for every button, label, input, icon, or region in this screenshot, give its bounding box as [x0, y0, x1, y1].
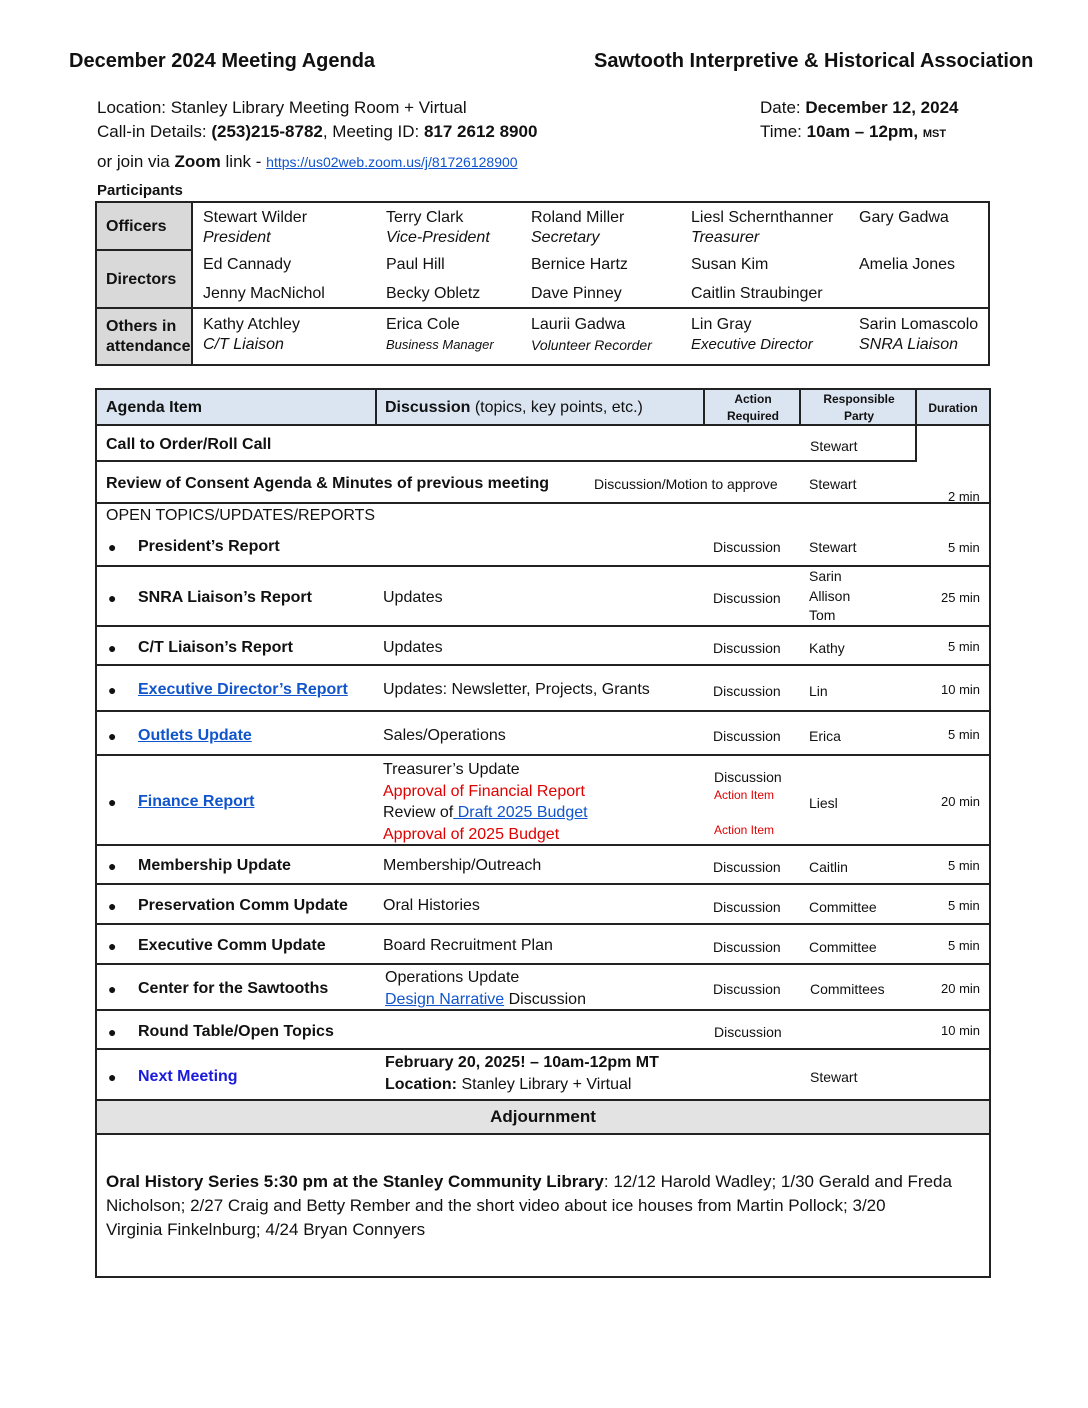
col-discussion: Discussion (topics, key points, etc.) — [377, 390, 705, 426]
outlets-update-link[interactable]: Outlets Update — [138, 727, 252, 744]
finance-discussion: Treasurer’s Update Approval of Financial Report Review of Draft 2025 Budget Approval of 2025 Budget — [383, 761, 588, 843]
discussion-cell: Membership/Outreach — [383, 857, 542, 874]
bullet: ● — [108, 858, 117, 874]
design-narrative-link[interactable]: Design Narrative — [385, 991, 505, 1008]
officer-member: Gary Gadwa — [859, 209, 949, 226]
bullet: ● — [108, 938, 117, 954]
executive-director-report-link[interactable]: Executive Director’s Report — [138, 681, 348, 698]
page-title: December 2024 Meeting Agenda — [69, 50, 376, 72]
director: Caitlin Straubinger — [691, 285, 823, 302]
zoom-link[interactable]: https://us02web.zoom.us/j/81726128900 — [266, 154, 518, 170]
callin-phone: (253)215-8782 — [211, 122, 323, 141]
director: Susan Kim — [691, 256, 769, 273]
date-value: December 12, 2024 — [805, 98, 959, 117]
date-line: Date: December 12, 2024 — [760, 98, 959, 117]
consent-duration: 2 min — [948, 489, 980, 504]
duration-cell: 20 min — [941, 794, 981, 809]
action-cell: Discussion — [713, 981, 781, 997]
bullet: ● — [108, 1069, 117, 1085]
action-cell: Discussion — [713, 899, 781, 915]
bullet: ● — [108, 794, 117, 810]
directors-label: Directors — [97, 251, 193, 309]
item-preservation-comm-update: Preservation Comm Update — [138, 897, 348, 914]
director: Ed Cannady — [203, 256, 292, 273]
item-membership-update: Membership Update — [138, 857, 291, 874]
action-cell: Discussion — [713, 640, 781, 656]
bullet: ● — [108, 728, 117, 744]
item-center-for-the-sawtooths: Center for the Sawtooths — [138, 980, 329, 997]
attendee: Lin Gray Executive Director — [691, 316, 813, 353]
col-party: Responsible Party — [801, 390, 917, 426]
zoom-line: or join via Zoom link - https://us02web.zoom.us/j/81726128900 — [97, 152, 518, 171]
discussion-cell: Oral Histories — [383, 897, 480, 914]
item-executive-comm-update: Executive Comm Update — [138, 937, 326, 954]
finance-report-link[interactable]: Finance Report — [138, 793, 255, 810]
discussion-cell: Board Recruitment Plan — [383, 937, 553, 954]
time-value: 10am – 12pm, — [806, 122, 919, 141]
duration-cell: 5 min — [948, 540, 980, 555]
officer-vice-president: Terry Clark Vice-President — [386, 209, 490, 246]
bullet: ● — [108, 640, 117, 656]
location-line: Location: Stanley Library Meeting Room + Virtual — [97, 98, 467, 117]
officers-label: Officers — [97, 203, 193, 251]
consent-action: Discussion/Motion to approve — [594, 476, 778, 492]
col-action: Action Required — [705, 390, 801, 426]
duration-cell: 25 min — [941, 590, 981, 605]
duration-cell: 5 min — [948, 858, 980, 873]
callin-line: Call-in Details: (253)215-8782, Meeting ID: 817 2612 8900 — [97, 122, 538, 141]
bullet: ● — [108, 539, 117, 555]
adjournment: Adjournment — [97, 1101, 989, 1133]
party-cell: Erica — [809, 728, 841, 744]
bullet: ● — [108, 682, 117, 698]
party-cell: Committee — [809, 939, 877, 955]
action-cell: Discussion — [713, 683, 781, 699]
participants-heading: Participants — [97, 182, 183, 199]
officer-secretary: Roland Miller Secretary — [531, 209, 625, 246]
duration-cell: 20 min — [941, 981, 981, 996]
officer-treasurer: Liesl Schernthanner Treasurer — [691, 209, 834, 246]
bullet: ● — [108, 590, 117, 606]
time-zone: MST — [922, 128, 947, 140]
party-cell: Stewart — [809, 539, 857, 555]
attendee: Laurii Gadwa Volunteer Recorder — [531, 316, 652, 353]
bullet: ● — [108, 981, 117, 997]
director: Becky Obletz — [386, 285, 481, 302]
col-duration: Duration — [917, 390, 989, 426]
action-item-label: Action Item — [714, 823, 775, 837]
draft-budget-link[interactable]: Draft 2025 Budget — [453, 804, 588, 821]
participants-table — [95, 201, 990, 366]
item-presidents-report: President’s Report — [138, 538, 280, 555]
discussion-cell: Sales/Operations — [383, 727, 506, 744]
discussion-cell: Updates — [383, 639, 443, 656]
bullet: ● — [108, 898, 117, 914]
call-to-order-party: Stewart — [810, 438, 858, 454]
duration-cell: 10 min — [941, 682, 981, 697]
meeting-id: 817 2612 8900 — [423, 122, 538, 141]
director: Paul Hill — [386, 256, 445, 273]
party-cell: Kathy — [809, 640, 845, 656]
duration-cell: 5 min — [948, 639, 980, 654]
party-cell: Committee — [809, 899, 877, 915]
discussion-cell: Updates: Newsletter, Projects, Grants — [383, 681, 650, 698]
others-label: Others in attendance — [97, 309, 193, 364]
action-cell: Discussion — [713, 590, 781, 606]
action-cell: Discussion — [713, 939, 781, 955]
center-discussion: Operations Update Design Narrative Discussion — [385, 969, 586, 1008]
location-value: Stanley Library Meeting Room + Virtual — [170, 98, 467, 117]
party-cell: Caitlin — [809, 859, 848, 875]
time-line: Time: 10am – 12pm, MST — [760, 122, 947, 141]
attendee: Erica Cole Business Manager — [386, 316, 494, 352]
director: Jenny MacNichol — [203, 285, 325, 302]
discussion-cell: Updates — [383, 589, 443, 606]
oral-history-series: Oral History Series 5:30 pm at the Stanley Community Library: 12/12 Harold Wadley; 1/30 Gerald and Freda Nicholson; 2/27 Craig and Betty Rember and the short video about ice houses from Martin Pollock; 3/20 Virginia Finkelnburg; 4/24 Bryan Connyers — [106, 1172, 952, 1239]
item-snra-liaison-report: SNRA Liaison’s Report — [138, 589, 312, 606]
action-item-label: Action Item — [714, 788, 775, 802]
action-cell: Discussion — [714, 1024, 782, 1040]
next-meeting-details: February 20, 2025! – 10am-12pm MT Location: Stanley Library + Virtual — [385, 1054, 659, 1093]
col-agenda-item: Agenda Item — [97, 390, 377, 426]
action-cell: Discussion — [714, 769, 782, 785]
duration-cell: 5 min — [948, 727, 980, 742]
attendee: Sarin Lomascolo SNRA Liaison — [859, 316, 979, 353]
action-cell: Discussion — [713, 728, 781, 744]
director: Dave Pinney — [531, 285, 622, 302]
action-cell: Discussion — [713, 539, 781, 555]
consent-party: Stewart — [809, 476, 857, 492]
call-to-order: Call to Order/Roll Call — [106, 436, 272, 453]
director: Bernice Hartz — [531, 256, 628, 273]
bullet: ● — [108, 1024, 117, 1040]
open-topics-heading: OPEN TOPICS/UPDATES/REPORTS — [106, 507, 376, 524]
item-next-meeting: Next Meeting — [138, 1068, 238, 1085]
duration-cell: 10 min — [941, 1023, 981, 1038]
duration-cell: 5 min — [948, 898, 980, 913]
party-cell: Sarin Allison Tom — [809, 568, 851, 623]
item-round-table: Round Table/Open Topics — [138, 1023, 334, 1040]
attendee: Kathy Atchley C/T Liaison — [203, 316, 300, 353]
item-ct-liaison-report: C/T Liaison’s Report — [138, 639, 293, 656]
organization-name: Sawtooth Interpretive & Historical Association — [594, 50, 1034, 72]
director: Amelia Jones — [859, 256, 956, 273]
officer-president: Stewart Wilder President — [203, 209, 308, 246]
party-cell: Committees — [810, 981, 885, 997]
party-cell: Lin — [809, 683, 828, 699]
action-cell: Discussion — [713, 859, 781, 875]
agenda-table — [95, 388, 991, 1278]
consent-agenda: Review of Consent Agenda & Minutes of previous meeting — [106, 475, 550, 492]
party-cell: Liesl — [809, 795, 838, 811]
party-cell: Stewart — [810, 1069, 858, 1085]
duration-cell: 5 min — [948, 938, 980, 953]
